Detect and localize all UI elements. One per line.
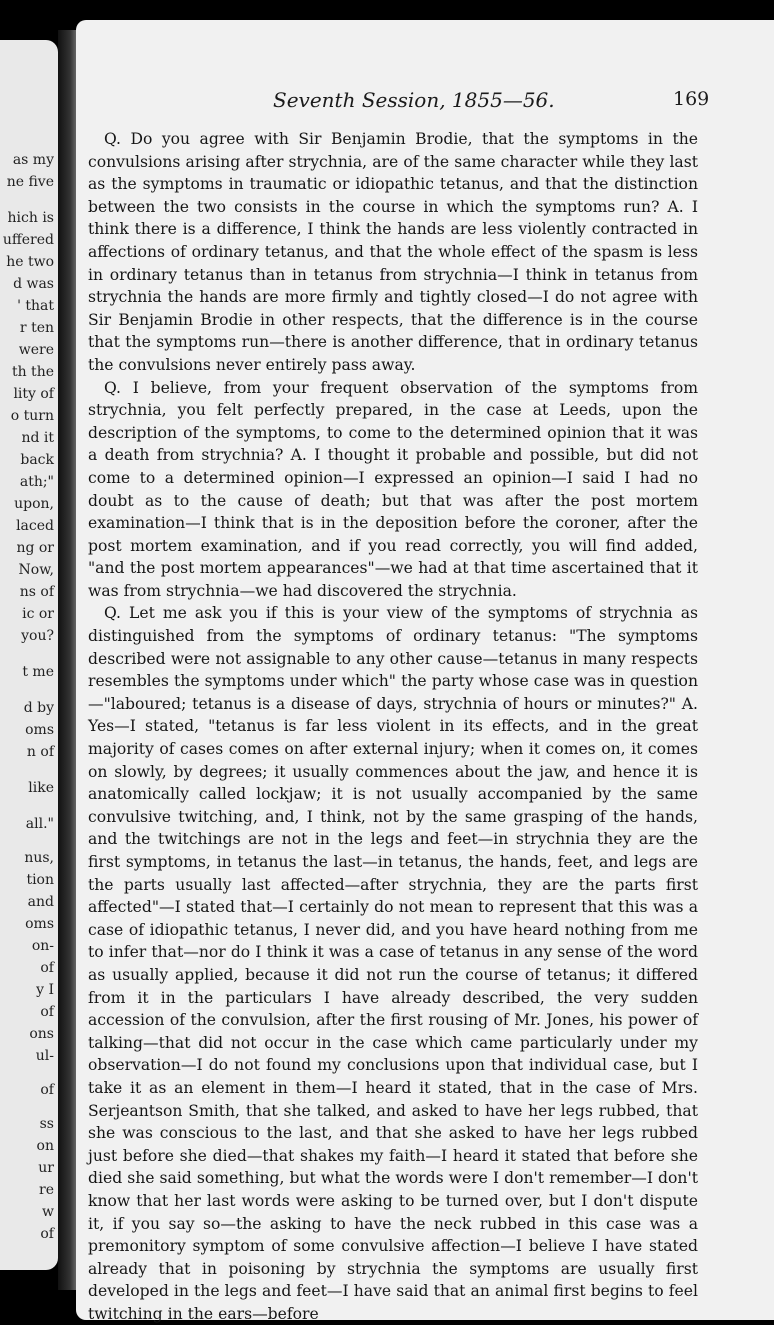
facing-page-line: t me [22,664,54,680]
facing-page-line: of [40,1226,54,1242]
facing-page-line: ' that [17,298,54,314]
facing-page-line: were [18,342,54,358]
facing-page-line: you? [21,628,54,644]
facing-page-line: hich is [7,210,54,226]
facing-page-line: ul- [35,1048,54,1064]
facing-page-line: re [39,1182,54,1198]
facing-page-line: oms [25,916,54,932]
facing-page-line: tion [26,872,54,888]
facing-page-line: laced [16,518,54,534]
facing-page-line: uffered [2,232,54,248]
page-body [88,128,698,1325]
facing-page-line: on- [31,938,54,954]
paragraph: Q. Let me ask you if this is your view of the symptoms of strychnia as distinguished from the symptoms of ordinary tetanus: "The symptoms described were not assignable to any other cause—tetanus in many respects resembles the symptoms under which" the party whose case was in question—"laboured; tetanus is a disease of days, strychnia of hours or minutes?" A. Yes—I stated, "tetanus is far less violent in its effects, and in the great majority of cases comes on after external injury; when it comes on, it comes on slowly, by degrees; it usually commences about the jaw, and hence it is anatomically called lockjaw; it is not usually accompanied by the same convulsive twitching, and, I think, not by the same grasping of the hands, and the twitchings are not in the legs and feet—in strychnia they are the first symptoms, in tetanus the last—in tetanus, the hands, feet, and legs are the parts usually last affected—after strychnia, they are the parts first affected"—I stated that—I certainly do not mean to represent that this was a case of idiopathic tetanus, I never did, and you have heard nothing from me to infer that—nor do I think it was a case of tetanus in any sense of the word as usually applied, because it did not run the course of tetanus; it differed from it in the particulars I have already described, the very sudden accession of the convulsion, after the first rousing of Mr. Jones, his power of talking—that did not occur in the case which came particularly under my observation—I do not found my conclusions upon that individual case, but I take it as an element in them—I heard it stated, that in the case of Mrs. Serjeantson Smith, that she talked, and asked to have her legs rubbed, that she was conscious to the last, and that she asked to have her legs rubbed just before she died—that shakes my faith—I heard it stated that before she died she said something, but what the words were I don't remember—I don't know that her last words were asking to be turned over, but I don't dispute it, if you say so—the asking to have the neck rubbed in this case was a premonitory symptom of some convulsive affection—I believe I have stated already that in poisoning by strychnia the symptoms are usually first developed in the legs and feet—I have said that an animal first begins to feel twitching in the ears—before [88,604,698,1323]
facing-page-line: o turn [10,408,54,424]
book-gutter [58,30,78,1290]
facing-page-line: n of [26,744,54,760]
facing-page-line: oms [25,722,54,738]
facing-page-line: ur [38,1160,54,1176]
facing-page-line: d by [23,700,54,716]
facing-page-line: of [40,960,54,976]
facing-page-line: upon, [14,496,54,512]
facing-page-line: as my [12,152,54,168]
facing-page-line: of [40,1082,54,1098]
facing-page-line: ons [29,1026,54,1042]
facing-page-line: like [28,780,54,796]
facing-page-line: ic or [22,606,54,622]
facing-page-line: back [20,452,54,468]
facing-page-line: Now, [18,562,54,578]
facing-page-line: r ten [19,320,54,336]
facing-page-line: y I [36,982,54,998]
facing-page-line: th the [11,364,54,380]
facing-page-line: ne five [6,174,54,190]
facing-page-line: ath;" [19,474,54,490]
facing-page-line: w [42,1204,54,1220]
book-page [76,20,774,1323]
facing-page-line: he two [6,254,54,270]
paragraph: Q. Do you agree with Sir Benjamin Brodie, that the symptoms in the convulsions arising after strychnia, are of the same character while they last as the symptoms in traumatic or idiopathic tetanus, and that the distinction between the two consists in the course in which the symptoms run? A. I think there is a difference, I think the hands are less violently contracted in affections of ordinary tetanus, and that the whole effect of the spasm is less in ordinary tetanus than in tetanus from strychnia—I think in tetanus from strychnia the hands are more firmly and tightly closed—I do not agree with Sir Benjamin Brodie in other respects, that the difference is in the course that the symptoms run—there is another difference, that in ordinary tetanus the convulsions never entirely pass away. [88,130,698,374]
facing-page-line: ss [39,1116,54,1132]
page-header [88,82,710,128]
facing-page-line: on [36,1138,54,1154]
page-number: 169 [673,88,710,110]
facing-page-line: nd it [21,430,54,446]
facing-page-line: lity of [13,386,54,402]
facing-page-edge [0,40,58,1270]
facing-page-line: all." [25,816,54,832]
facing-page-line: d was [13,276,54,292]
paragraph: Q. I believe, from your frequent observation of the symptoms from strychnia, you felt perfectly prepared, in the case at Leeds, upon the description of the symptoms, to come to the determined opinion that it was a death from strychnia? A. I thought it probable and possible, but did not come to a determined opinion—I expressed an opinion—I said I had no doubt as to the cause of death; but that was after the post mortem examination—I think that is in the deposition before the coroner, after the post mortem examination, and if you read correctly, you will find added, "and the post mortem appearances"—we had at that time ascertained that it was from strychnia—we had discovered the strychnia. [88,378,698,600]
facing-page-line: and [27,894,54,910]
facing-page-line: ns of [19,584,54,600]
facing-page-line: of [40,1004,54,1020]
facing-page-line: ng or [16,540,54,556]
running-head: Seventh Session, 1855—56. [273,88,555,112]
facing-page-line: nus, [24,850,54,866]
